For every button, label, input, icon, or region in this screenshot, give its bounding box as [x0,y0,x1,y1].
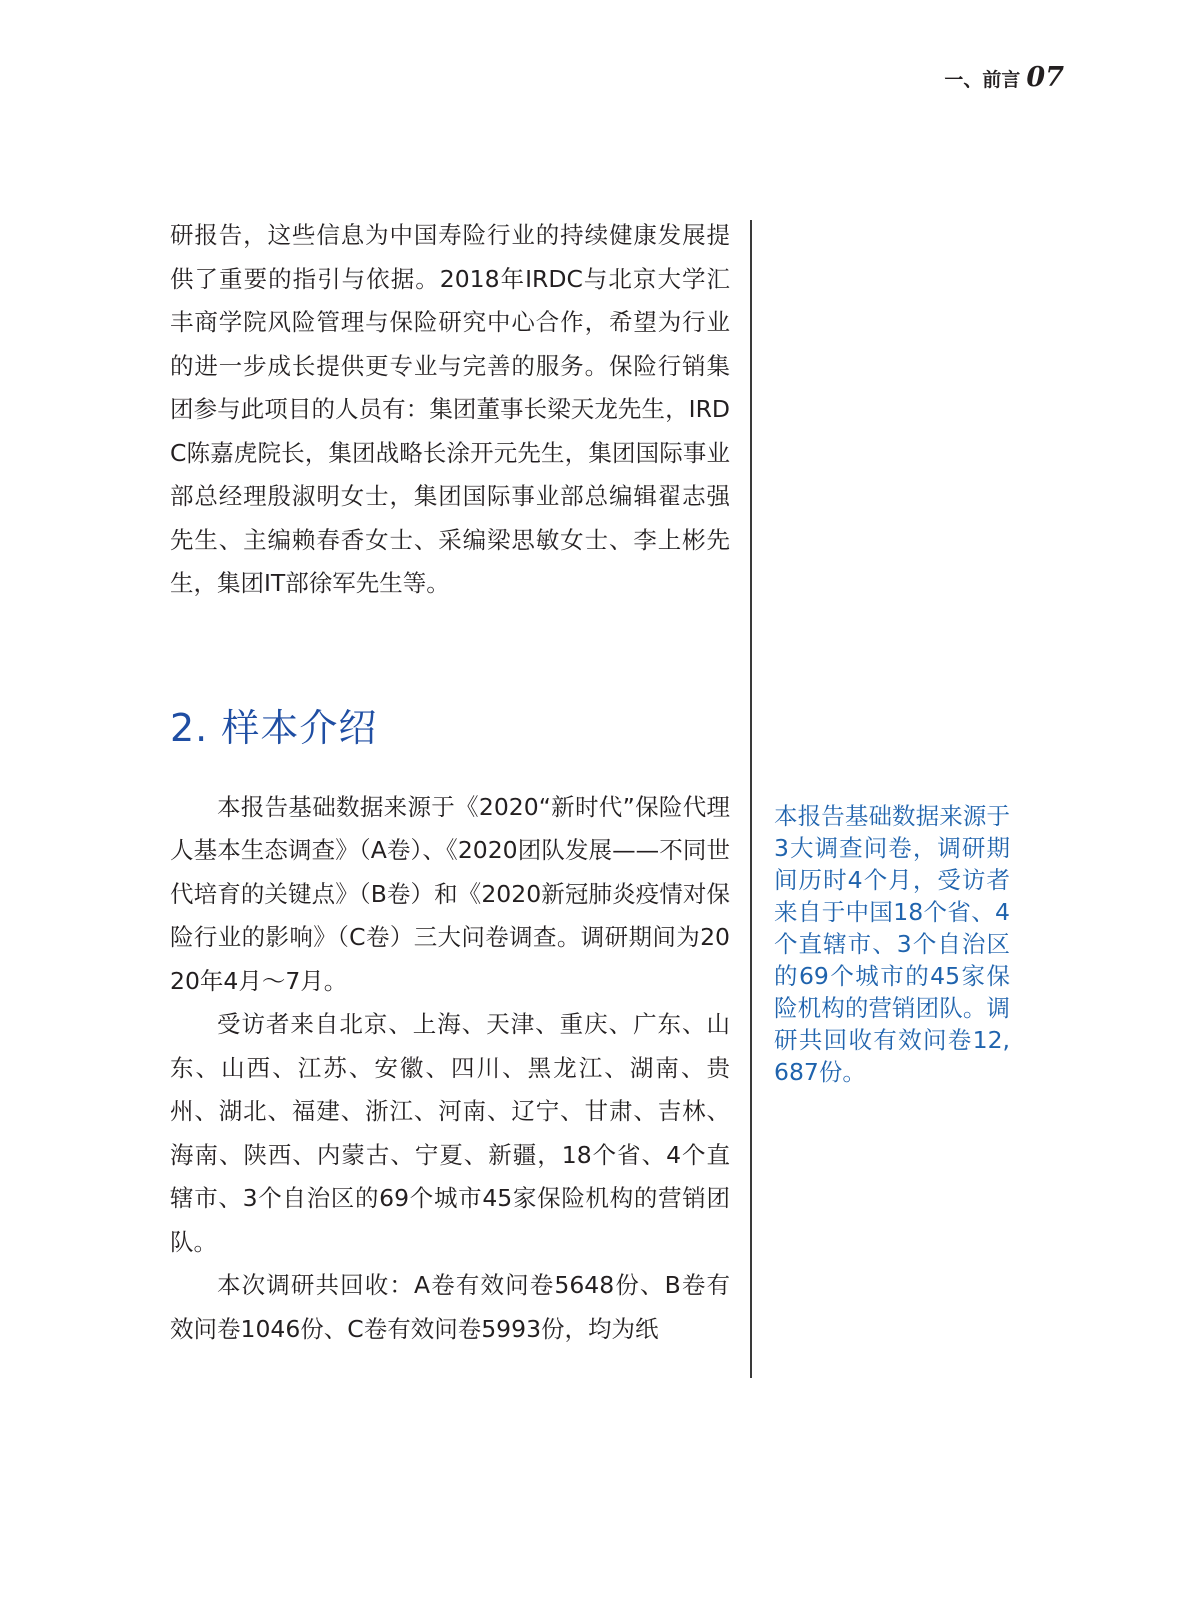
body-paragraph-data-source: 本报告基础数据来源于《2020“新时代”保险代理人基本生态调查》（A卷）、《2020团队发展——不同世代培育的关键点》（B卷）和《2020新冠肺炎疫情对保险行业的影响》（C卷）三大问卷调查。调研期间为2020年4月～7月。 [170,792,730,995]
body-paragraph-respondents: 受访者来自北京、上海、天津、重庆、广东、山东、山西、江苏、安徽、四川、黑龙江、湖南、贵州、湖北、福建、浙江、河南、辽宁、甘肃、吉林、海南、陕西、内蒙古、宁夏、新疆，18个省、4个直辖市、3个自治区的69个城市45家保险机构的营销团队。 [170,1010,730,1256]
running-header [944,62,1064,93]
main-text-column [170,214,730,1351]
section-heading: 2. 样本介绍 [170,705,378,750]
page-number: 07 [1026,62,1064,93]
running-header-section: 一、前言 [944,69,1021,91]
body-paragraph-collection: 本次调研共回收：A卷有效问卷5648份、B卷有效问卷1046份、C卷有效问卷5993份，均为纸 [170,1271,730,1343]
column-divider [750,220,752,1378]
intro-paragraph: 研报告，这些信息为中国寿险行业的持续健康发展提供了重要的指引与依据。2018年IRDC与北京大学汇丰商学院风险管理与保险研究中心合作，希望为行业的进一步成长提供更专业与完善的服务。保险行销集团参与此项目的人员有：集团董事长梁天龙先生，IRDC陈嘉虎院长，集团战略长涂开元先生，集团国际事业部总经理殷淑明女士，集团国际事业部总编辑翟志强先生、主编赖春香女士、采编梁思敏女士、李上彬先生，集团IT部徐军先生等。 [170,221,730,597]
sidebar-summary-note: 本报告基础数据来源于3大调查问卷，调研期间历时4个月，受访者来自于中国18个省、4个直辖市、3个自治区的69个城市的45家保险机构的营销团队。调研共回收有效问卷12,687份。 [774,802,1010,1086]
